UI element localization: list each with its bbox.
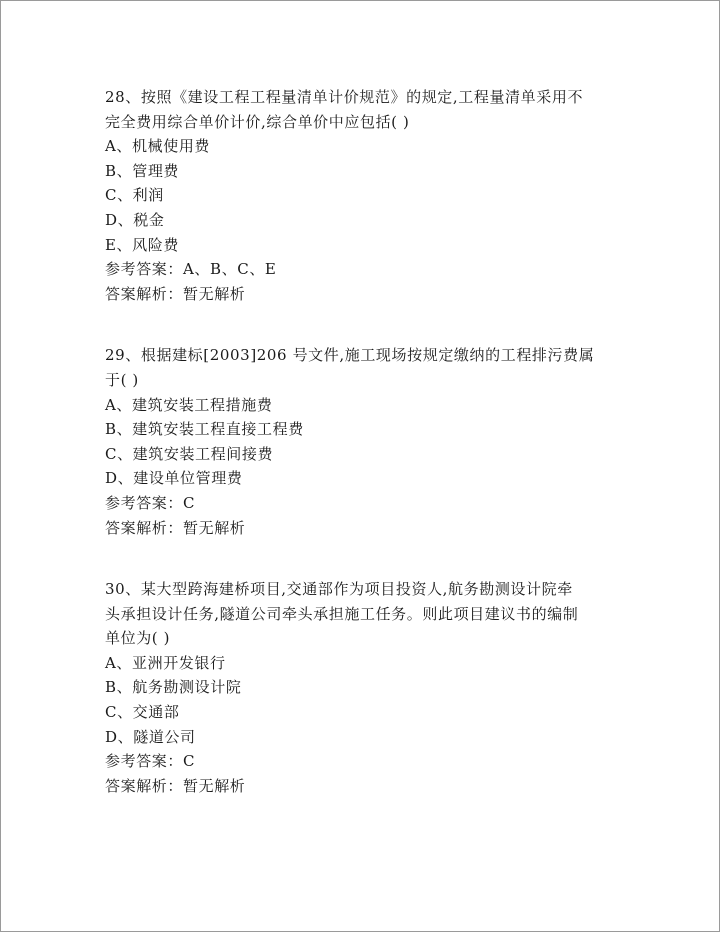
question-30 [105,577,625,798]
option-e: E、风险费 [105,235,179,254]
option-b: B、管理费 [105,161,180,180]
option-b: B、建筑安装工程直接工程费 [105,420,304,439]
option-d: D、隧道公司 [105,727,196,746]
question-stem-line: 于( ) [105,370,139,389]
option-a: A、建筑安装工程措施费 [105,395,273,414]
question-29 [105,343,625,540]
question-stem-line: 头承担设计任务,隧道公司牵头承担施工任务。则此项目建议书的编制 [105,604,579,623]
option-d: D、建设单位管理费 [105,469,243,488]
option-d: D、税金 [105,210,165,229]
question-stem-line: 28、按照《建设工程工程量清单计价规范》的规定,工程量清单采用不 [105,88,584,106]
option-a: A、机械使用费 [105,137,211,156]
option-a: A、亚洲开发银行 [105,653,226,672]
answer-analysis: 答案解析：暂无解析 [105,776,246,795]
question-stem-line: 30、某大型跨海建桥项目,交通部作为项目投资人,航务勘测设计院牵 [105,580,573,599]
question-stem-line: 29、根据建标[2003]206 号文件,施工现场按规定缴纳的工程排污费属 [105,346,595,365]
question-28 [105,85,625,306]
reference-answer: 参考答案：C [105,493,196,512]
option-c: C、利润 [105,186,164,205]
document-body [105,85,625,798]
option-c: C、建筑安装工程间接费 [105,444,274,463]
question-stem-line: 完全费用综合单价计价,综合单价中应包括( ) [105,112,410,131]
option-b: B、航务勘测设计院 [105,678,242,697]
question-stem-line: 单位为( ) [105,629,171,648]
option-c: C、交通部 [105,703,180,722]
answer-analysis: 答案解析：暂无解析 [105,518,246,537]
reference-answer: 参考答案：A、B、C、E [105,260,277,279]
reference-answer: 参考答案：C [105,752,196,771]
answer-analysis: 答案解析：暂无解析 [105,284,246,303]
